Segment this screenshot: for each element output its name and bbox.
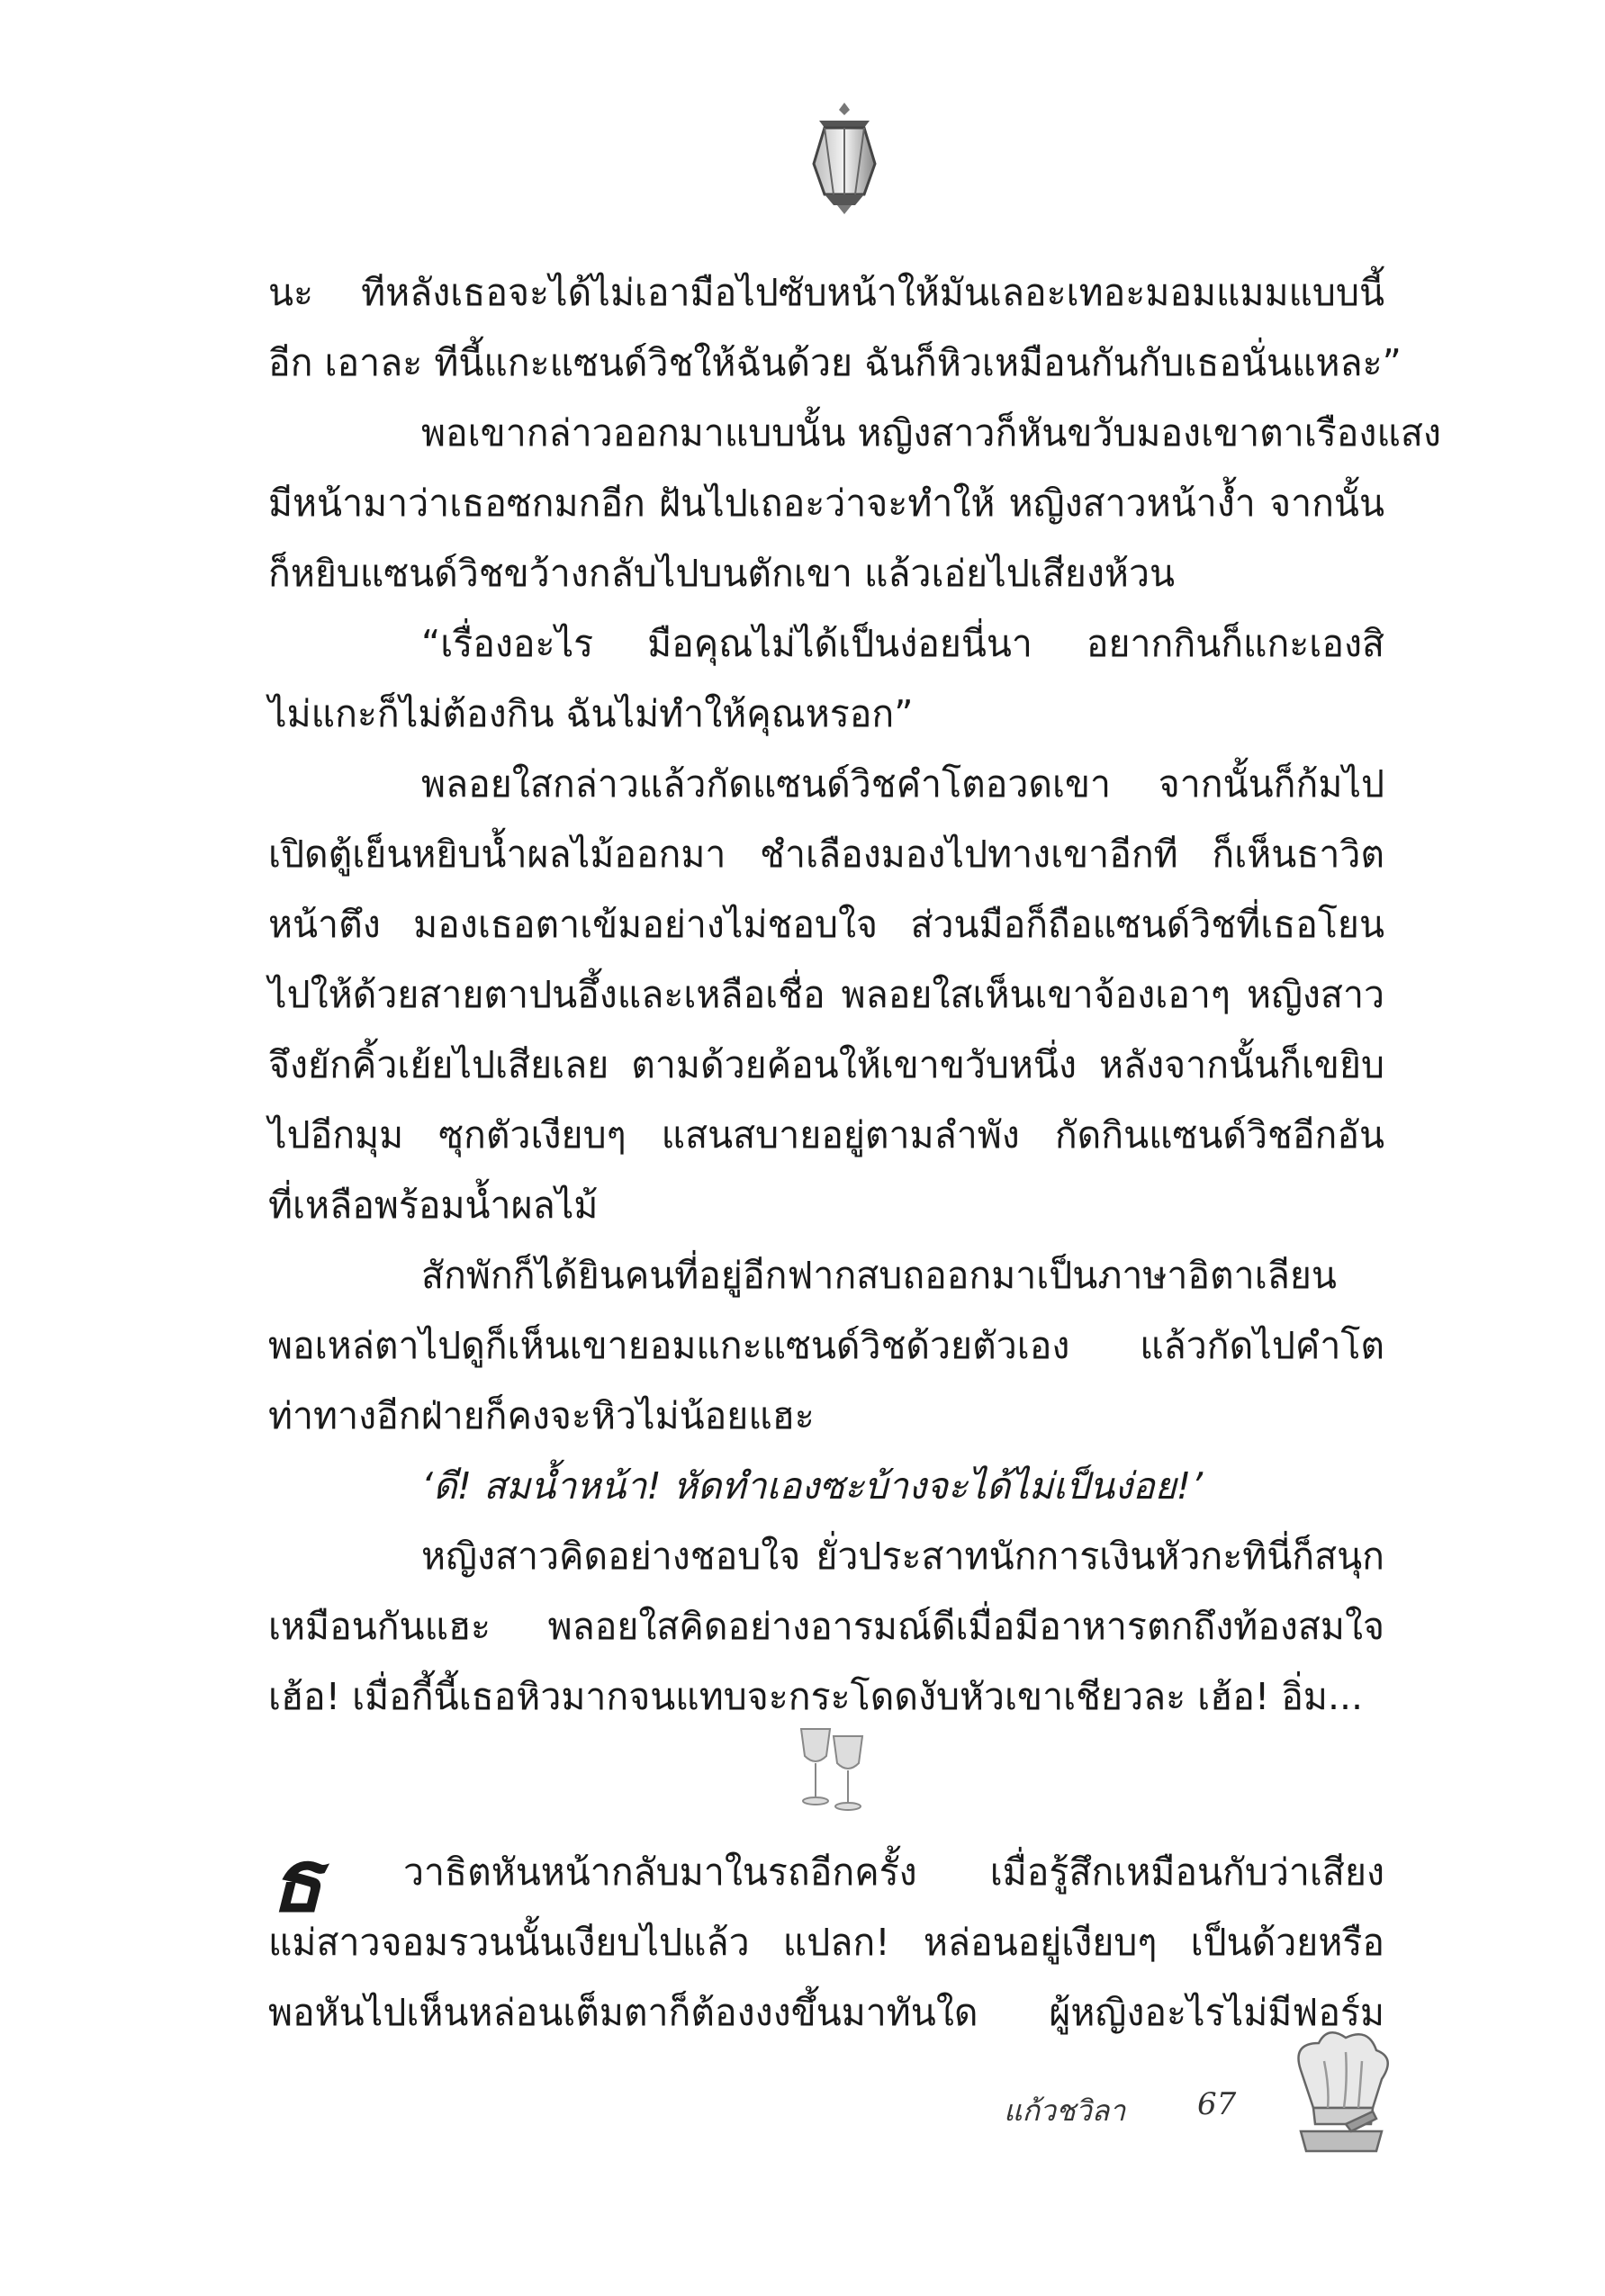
lantern-icon [801, 101, 888, 216]
text-line: พอเขากล่าวออกมาแบบนั้น หญิงสาวก็หันขวับมองเขาตาเรืองแสง [421, 411, 1441, 455]
text-line: วาธิตหันหน้ากลับมาในรถอีกครั้ง เมื่อรู้สึกเหมือนกับว่าเสียง [403, 1850, 1384, 1894]
book-title: แก้วชวิลา [1004, 2093, 1126, 2128]
text-line: มีหน้ามาว่าเธอซกมกอีก ฝันไปเถอะว่าจะทำให้ หญิงสาวหน้างํ้า จากนั้น [268, 482, 1384, 525]
text-line: แม่สาวจอมรวนนั้นเงียบไปแล้ว แปลก! หล่อนอยู่เงียบๆ เป็นด้วยหรือ [268, 1921, 1384, 1964]
text-line: พลอยใสกล่าวแล้วกัดแซนด์วิชคำโตอวดเขา จากนั้นก็ก้มไป [421, 762, 1384, 806]
text-line: จึงยักคิ้วเย้ยไปเสียเลย ตามด้วยค้อนให้เขาขวับหนึ่ง หลังจากนั้นก็เขยิบ [268, 1043, 1384, 1086]
text-line: ที่เหลือพร้อมนํ้าผลไม้ [268, 1184, 599, 1227]
text-line: ไปให้ด้วยสายตาปนอึ้งและเหลือเชื่อ พลอยใสเห็นเขาจ้องเอาๆ หญิงสาว [268, 973, 1384, 1016]
text-line: ไปอีกมุม ซุกตัวเงียบๆ แสนสบายอยู่ตามลำพัง กัดกินแซนด์วิชอีกอัน [268, 1113, 1384, 1157]
text-line: พอเหล่ตาไปดูก็เห็นเขายอมแกะแซนด์วิชด้วยตัวเอง แล้วกัดไปคำโต [268, 1324, 1384, 1367]
text-line: ท่าทางอีกฝ่ายก็คงจะหิวไม่น้อยแฮะ [268, 1394, 815, 1437]
text-line: สักพักก็ได้ยินคนที่อยู่อีกฟากสบถออกมาเป็นภาษาอิตาเลียน [421, 1254, 1337, 1297]
text-line: เปิดตู้เย็นหยิบนํ้าผลไม้ออกมา ชำเลืองมองไปทางเขาอีกที ก็เห็นธาวิต [268, 833, 1384, 876]
text-line: พอหันไปเห็นหล่อนเต็มตาก็ต้องงงขึ้นมาทันใด ผู้หญิงอะไรไม่มีฟอร์ม [268, 1991, 1384, 2034]
text-line: หญิงสาวคิดอย่างชอบใจ ยั่วประสาทนักการเงินหัวกะทินี่ก็สนุก [421, 1535, 1384, 1578]
text-line: “เรื่องอะไร มือคุณไม่ได้เป็นง่อยนี่นา อยากกินก็แกะเองสิ [421, 622, 1384, 665]
text-line: อีก เอาละ ทีนี้แกะแซนด์วิชให้ฉันด้วย ฉันก็หิวเหมือนกันกับเธอนั่นแหละ” [268, 341, 1402, 384]
text-line: เหมือนกันแฮะ พลอยใสคิดอย่างอารมณ์ดีเมื่อมีอาหารตกถึงท้องสมใจ [268, 1605, 1384, 1648]
text-line: เฮ้อ! เมื่อกี้นี้เธอหิวมากจนแทบจะกระโดดงับหัวเขาเชียวละ เฮ้อ! อิ่ม... [268, 1675, 1364, 1718]
thought-line: ‘ดี! สมนํ้าหน้า! หัดทำเองซะบ้างจะได้ไม่เป็นง่อย!’ [421, 1464, 1204, 1508]
wine-glasses-icon [792, 1724, 873, 1814]
text-line: หน้าตึง มองเธอตาเข้มอย่างไม่ชอบใจ ส่วนมือก็ถือแซนด์วิชที่เธอโยน [268, 903, 1384, 946]
drop-cap: ธ [270, 1830, 323, 1931]
text-line: นะ ทีหลังเธอจะได้ไม่เอามือไปซับหน้าให้มันเลอะเทอะมอมแมมแบบนี้ [268, 271, 1384, 314]
chef-hat-icon [1283, 2025, 1400, 2160]
text-line: ก็หยิบแซนด์วิชขว้างกลับไปบนตักเขา แล้วเอ่ยไปเสียงห้วน [268, 552, 1176, 595]
page-number: 67 [1197, 2086, 1237, 2122]
text-line: ไม่แกะก็ไม่ต้องกิน ฉันไม่ทำให้คุณหรอก” [268, 692, 914, 735]
